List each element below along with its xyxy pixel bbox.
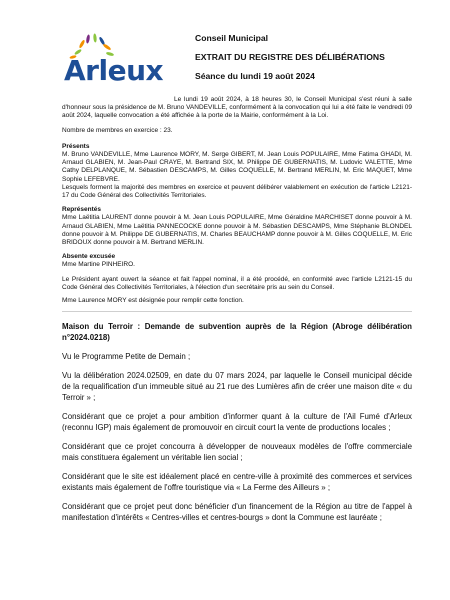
considerant-p4: Considérant que ce projet concourra à développer de nouveaux modèles de l'offre commerciale mais constituera également un véritable lien social ; bbox=[62, 442, 412, 463]
president-note: Le Président ayant ouvert la séance et fait l'appel nominal, il a été procédé, en conformité avec l'article L2121-15 du Code Général des Collectivités Territoriales, à l'élection d'un secrétaire pris au sein du Conseil. bbox=[62, 275, 412, 291]
members-count: Nombre de membres en exercice : 23. bbox=[62, 126, 173, 134]
presents-title: Présents bbox=[62, 142, 90, 150]
representes-title: Représentés bbox=[62, 206, 102, 214]
session-date: Séance du lundi 19 août 2024 bbox=[195, 71, 315, 81]
register-title: EXTRAIT DU REGISTRE DES DÉLIBÉRATIONS bbox=[195, 52, 385, 62]
document-body bbox=[62, 96, 412, 531]
considerant-p6: Considérant que ce projet peut donc bénéficier d'un financement de la Région au titre de l'appel à manifestation d'intérêts « Centres-villes et centres-bourgs » dont la Commune est lauréate ; bbox=[62, 502, 412, 523]
absente-name: Mme Martine PINHEIRO. bbox=[62, 261, 135, 269]
secretary-note: Mme Laurence MORY est désignée pour remplir cette fonction. bbox=[62, 297, 244, 305]
deliberation-title: Maison du Terroir : Demande de subvention auprès de la Région (Abroge délibération n°2024.0218) bbox=[62, 322, 412, 343]
council-title: Conseil Municipal bbox=[195, 33, 269, 43]
logo-wordmark: Arleux bbox=[64, 54, 164, 87]
considerant-p1: Vu le Programme Petite de Demain ; bbox=[62, 352, 191, 362]
section-divider bbox=[62, 311, 412, 312]
representes-list: Mme Laëtitia LAURENT donne pouvoir à M. Jean Louis POPULAIRE, Mme Géraldine MARCHISET donne pouvoir à M. Arnaud GLABIEN, Mme Laëtitia PANNECOCKE donne pouvoir à M. Sébastien DESCAMPS, Mme Stéphanie BLONDEL donne pouvoir à M. Philippe DE GUBERNATIS, M. Charles BEAUCHAMP donne pouvoir à M. Gilles COQUELLE, M. Eric BRIDOUX donne pouvoir à M. Bertrand MERLIN. bbox=[62, 214, 412, 247]
considerant-p5: Considérant que le site est idéalement placé en centre-ville à proximité des commerces et services existants mais également de l'offre touristique via « La Ferme des Ailleurs » ; bbox=[62, 472, 412, 493]
quorum-note: Lesquels forment la majorité des membres en exercice et peuvent délibérer valablement en exécution de l'article L2121-17 du Code Général des Collectivités Territoriales. bbox=[62, 183, 412, 200]
intro-paragraph: Le lundi 19 août 2024, à 18 heures 30, le Conseil Municipal s'est réuni à salle d'honneur sous la présidence de M. Bruno VANDEVILLE, conformément à la convocation qui lui a été faite le vendredi 09 août 2024, laquelle convocation a été affichée à la porte de la Mairie, conformément à la Loi. bbox=[62, 96, 412, 120]
absente-title: Absente excusée bbox=[62, 253, 116, 261]
considerant-p3: Considérant que ce projet a pour ambition d'informer quant à la culture de l'Ail Fumé d'Arleux (reconnu IGP) mais également de promouvoir en circuit court la vente de productions locales ; bbox=[62, 412, 412, 433]
document-header bbox=[195, 33, 435, 90]
deliberation-section bbox=[62, 321, 412, 523]
presents-list: M. Bruno VANDEVILLE, Mme Laurence MORY, M. Serge GIBERT, M. Jean Louis POPULAIRE, Mme Fatima GHADI, M. Arnaud GLABIEN, M. Jean-Paul CRAYE, M. Bertrand SIX, M. Philippe DE GUBERNATIS, M. Ludovic VALETTE, Mme Cathy DELPLANQUE, M. Sébastien DESCAMPS, M. Gilles COQUELLE, M. Bertrand MERLIN, M. Eric MAQUET, Mme Sophie LEFEBVRE. bbox=[62, 151, 412, 183]
considerant-p2: Vu la délibération 2024.02509, en date du 07 mars 2024, par laquelle le Conseil municipal décide de la requalification d'un immeuble situé au 21 rue des Lumières afin de créer une maison dite « du Terroir » ; bbox=[62, 371, 412, 403]
arleux-logo bbox=[58, 30, 168, 92]
